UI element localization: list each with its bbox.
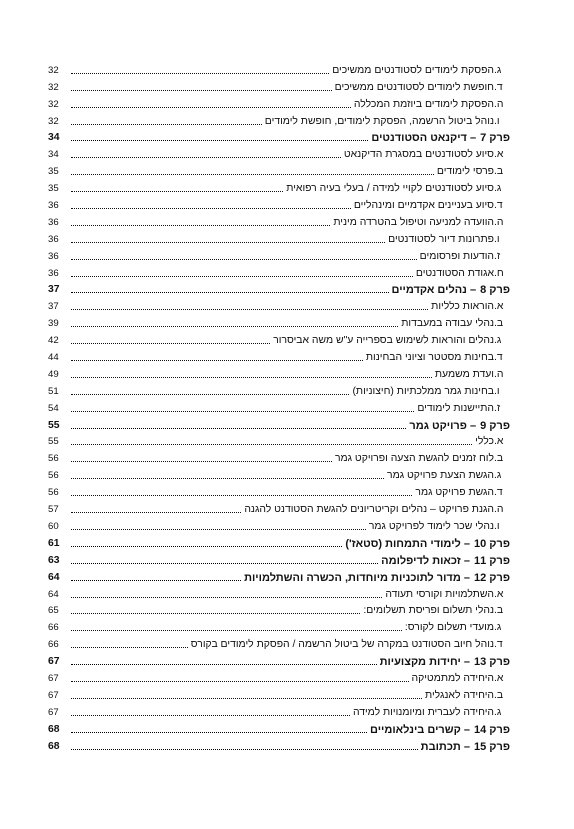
entry-letter: א.	[494, 672, 504, 684]
entry-letter: א.	[494, 149, 504, 161]
entry-letter: ה.	[494, 368, 504, 380]
toc-entry-row	[48, 364, 510, 381]
entry-letter: א.	[494, 436, 504, 448]
page-number: 36	[48, 267, 59, 279]
page-number: 34	[48, 132, 60, 144]
toc-entry-label	[350, 386, 510, 398]
toc-entry-label	[423, 690, 510, 702]
toc-entry-row	[48, 702, 510, 719]
dot-leader	[71, 360, 363, 361]
toc-entry-row	[48, 111, 510, 128]
chapter-number: פרק 14	[473, 723, 510, 736]
toc-entry-row	[48, 212, 510, 229]
toc-chapter-label	[407, 420, 510, 432]
entry-title: הפסקת לימודים ביוזמת המכללה	[353, 98, 494, 110]
entry-title: נהלי תשלום ופריסת תשלומים:	[363, 605, 494, 617]
dot-leader	[71, 681, 409, 682]
toc-chapter-row	[48, 415, 510, 432]
toc-entry-label	[473, 436, 510, 448]
toc-entry-row	[48, 668, 510, 685]
page-number: 54	[48, 402, 59, 414]
dot-leader	[71, 444, 472, 445]
toc-entry-row	[48, 144, 510, 161]
page-number: 68	[48, 723, 60, 735]
toc-entry-row	[48, 685, 510, 702]
dot-leader	[71, 613, 360, 614]
page-number: 36	[48, 250, 59, 262]
toc-entry-label	[418, 251, 510, 263]
chapter-title: – יחידות מקצועיות	[379, 656, 470, 669]
entry-letter: ג.	[494, 470, 502, 482]
page-number: 67	[48, 672, 59, 684]
toc-chapter-row	[48, 567, 510, 584]
toc-entry-label	[352, 200, 510, 212]
toc-chapter-row	[48, 128, 510, 145]
page-number: 65	[48, 605, 59, 617]
toc-entry-label	[330, 65, 510, 77]
dot-leader	[71, 647, 188, 648]
chapter-title: – תכתובת	[420, 740, 470, 753]
entry-title: סיוע בעניינים אקדמיים ומינהליים	[353, 200, 494, 212]
page-number: 49	[48, 368, 59, 380]
chapter-title: – קשרים בינלאומיים	[370, 723, 470, 736]
toc-chapter-label	[390, 284, 511, 296]
dot-leader	[71, 749, 418, 750]
entry-letter: ד.	[494, 200, 503, 212]
toc-entry-label	[364, 352, 510, 364]
chapter-title: – נהלים אקדמיים	[391, 284, 477, 297]
toc-chapter-row	[48, 719, 510, 736]
entry-title: התיישנות לימודים	[417, 402, 494, 414]
toc-entry-label	[284, 183, 510, 195]
toc-entry-row	[48, 77, 510, 94]
toc-chapter-label	[368, 724, 510, 736]
dot-leader	[71, 140, 368, 141]
toc-entry-row	[48, 499, 510, 516]
entry-title: פתרונות דיור לסטודנטים	[388, 233, 494, 245]
toc-entry-row	[48, 330, 510, 347]
entry-letter: ח.	[494, 267, 504, 279]
entry-letter: ה.	[494, 504, 504, 516]
dot-leader	[71, 225, 330, 226]
dot-leader	[71, 124, 262, 125]
toc-entry-row	[48, 229, 510, 246]
page-number: 56	[48, 470, 59, 482]
table-of-contents	[48, 60, 510, 753]
toc-entry-row	[48, 246, 510, 263]
entry-title: אגודת הסטודנטים	[415, 267, 494, 279]
dot-leader	[71, 732, 367, 733]
entry-letter: ד.	[494, 352, 503, 364]
page-number: 51	[48, 385, 59, 397]
dot-leader	[71, 73, 329, 74]
page-number: 36	[48, 233, 59, 245]
page-number: 67	[48, 706, 59, 718]
toc-chapter-row	[48, 533, 510, 550]
toc-entry-row	[48, 634, 510, 651]
toc-entry-row	[48, 448, 510, 465]
entry-title: הוועדה למניעה וטיפול בהטרדה מינית	[333, 216, 494, 228]
entry-letter: ג.	[494, 706, 502, 718]
toc-entry-label	[399, 318, 510, 330]
toc-entry-row	[48, 516, 510, 533]
entry-title: בחינות גמר ממלכתיות (חיצוניות)	[352, 385, 494, 397]
toc-entry-label	[403, 622, 510, 634]
entry-letter: ג.	[494, 622, 502, 634]
entry-letter: ד.	[494, 487, 503, 499]
toc-entry-row	[48, 584, 510, 601]
dot-leader	[71, 495, 412, 496]
page-number: 56	[48, 453, 59, 465]
entry-letter: ה.	[494, 98, 504, 110]
toc-entry-row	[48, 161, 510, 178]
toc-entry-label	[435, 166, 510, 178]
chapter-number: פרק 12	[473, 571, 510, 584]
entry-letter: ב.	[494, 318, 504, 330]
dot-leader	[71, 394, 349, 395]
entry-title: הפסקת לימודים לסטודנטים ממשיכים	[332, 64, 494, 76]
dot-leader	[71, 208, 351, 209]
entry-letter: ד.	[494, 639, 503, 651]
page-number: 39	[48, 318, 59, 330]
dot-leader	[71, 90, 332, 91]
toc-entry-label	[351, 707, 510, 719]
toc-entry-label	[414, 268, 510, 280]
entry-title: ועדת משמעת	[434, 368, 494, 380]
dot-leader	[71, 191, 283, 192]
entry-title: הוראות כלליות	[431, 301, 494, 313]
entry-title: הגנת פרויקט – נהלים וקריטריונים להגשת הסטודנט להגנה	[244, 504, 494, 516]
entry-title: סיוע לסטודנטים לקויי למידה / בעלי בעיה רפואית	[286, 183, 494, 195]
entry-title: נהלי עבודה במעבדות	[401, 318, 494, 330]
toc-entry-label	[367, 521, 510, 533]
toc-entry-row	[48, 601, 510, 618]
page-number: 60	[48, 520, 59, 532]
entry-title: הודעות ופרסומים	[419, 250, 494, 262]
dot-leader	[71, 292, 389, 293]
toc-entry-label	[263, 116, 510, 128]
entry-letter: ו.	[494, 115, 500, 127]
page-number: 57	[48, 504, 59, 516]
dot-leader	[71, 664, 377, 665]
dot-leader	[71, 377, 432, 378]
entry-title: הגשת פרויקט גמר	[415, 487, 494, 499]
entry-title: פרסי לימודים	[436, 166, 494, 178]
toc-entry-label	[331, 217, 510, 229]
page-number: 63	[48, 554, 60, 566]
page-number: 44	[48, 352, 59, 364]
entry-title: סיוע לסטודנטים במסגרת הדיקנאט	[343, 149, 494, 161]
entry-title: נוהל ביטול הרשמה, הפסקת לימודים, חופשת לימודים	[264, 115, 494, 127]
page-number: 35	[48, 166, 59, 178]
page-number: 32	[48, 64, 59, 76]
toc-entry-row	[48, 263, 510, 280]
dot-leader	[71, 259, 417, 260]
toc-entry-label	[433, 369, 510, 381]
entry-letter: ה.	[494, 216, 504, 228]
dot-leader	[71, 512, 241, 513]
page-number: 55	[48, 436, 59, 448]
toc-chapter-label	[419, 741, 510, 753]
entry-title: כללי	[475, 436, 494, 448]
entry-letter: ז.	[494, 402, 501, 414]
entry-title: הגשת הצעת פרויקט גמר	[387, 470, 494, 482]
dot-leader	[71, 478, 384, 479]
toc-entry-row	[48, 465, 510, 482]
page-number: 67	[48, 656, 60, 668]
entry-title: בחינות מסטטר וציוני הבחינות	[365, 352, 494, 364]
toc-entry-label	[333, 453, 510, 465]
page-number: 36	[48, 200, 59, 212]
entry-title: היחידה לאנגלית	[425, 689, 494, 701]
dot-leader	[71, 698, 422, 699]
toc-chapter-label	[369, 132, 510, 144]
chapter-number: פרק 10	[473, 537, 510, 550]
entry-title: היחידה לעברית ומיומנויות למידה	[352, 706, 494, 718]
toc-entry-label	[415, 403, 510, 415]
entry-letter: ג.	[494, 64, 502, 76]
dot-leader	[71, 546, 342, 547]
chapter-title: – מדור לתוכניות מיוחדות, הכשרה והשתלמויות	[244, 571, 470, 584]
toc-entry-row	[48, 381, 510, 398]
entry-title: היחידה למתמטיקה	[411, 672, 494, 684]
chapter-number: פרק 7	[480, 132, 510, 145]
page-number: 34	[48, 149, 59, 161]
dot-leader	[71, 580, 241, 581]
page-number: 64	[48, 588, 59, 600]
dot-leader	[71, 343, 270, 344]
page-number: 35	[48, 183, 59, 195]
toc-entry-row	[48, 347, 510, 364]
dot-leader	[71, 563, 378, 564]
entry-title: נהלי שכר לימוד לפרויקט גמר	[368, 520, 494, 532]
toc-entry-row	[48, 296, 510, 313]
entry-letter: ג.	[494, 183, 502, 195]
page-number: 56	[48, 487, 59, 499]
entry-title: חופשת לימודים לסטודנטים ממשיכים	[334, 81, 494, 93]
entry-title: נהלים והוראות לשימוש בספרייה ע"ש משה אביסרור	[273, 335, 494, 347]
toc-entry-label	[333, 82, 510, 94]
toc-chapter-row	[48, 550, 510, 567]
entry-letter: ו.	[494, 233, 500, 245]
page-number: 66	[48, 622, 59, 634]
entry-letter: ו.	[494, 520, 500, 532]
entry-letter: א.	[494, 588, 504, 600]
page-number: 32	[48, 115, 59, 127]
toc-chapter-label	[242, 572, 510, 584]
toc-entry-label	[383, 589, 510, 601]
page-number: 32	[48, 81, 59, 93]
dot-leader	[71, 715, 350, 716]
toc-entry-row	[48, 94, 510, 111]
chapter-title: – לימודי התמחות (סטאז')	[345, 537, 470, 550]
toc-entry-label	[386, 234, 510, 246]
entry-title: לוח זמנים להגשת הצעה ופרויקט גמר	[334, 453, 494, 465]
toc-entry-label	[189, 639, 510, 651]
dot-leader	[71, 276, 413, 277]
toc-chapter-row	[48, 651, 510, 668]
toc-entry-label	[271, 335, 510, 347]
toc-chapter-row	[48, 736, 510, 753]
toc-entry-label	[352, 99, 510, 111]
entry-letter: ב.	[494, 166, 504, 178]
toc-chapter-row	[48, 280, 510, 297]
dot-leader	[71, 597, 382, 598]
chapter-number: פרק 11	[473, 554, 510, 567]
page-number: 42	[48, 335, 59, 347]
dot-leader	[71, 529, 366, 530]
entry-letter: ג.	[494, 335, 502, 347]
toc-entry-label	[429, 301, 510, 313]
entry-letter: ד.	[494, 81, 503, 93]
toc-entry-label	[385, 470, 510, 482]
dot-leader	[71, 242, 385, 243]
entry-letter: ב.	[494, 453, 504, 465]
entry-letter: ב.	[494, 689, 504, 701]
toc-entry-row	[48, 617, 510, 634]
toc-chapter-label	[343, 538, 510, 550]
toc-entry-row	[48, 60, 510, 77]
toc-chapter-label	[378, 656, 510, 668]
toc-entry-label	[413, 487, 510, 499]
chapter-number: פרק 9	[480, 419, 510, 432]
dot-leader	[71, 174, 434, 175]
entry-letter: ז.	[494, 250, 501, 262]
toc-entry-label	[342, 149, 510, 161]
page-number: 36	[48, 216, 59, 228]
toc-entry-row	[48, 482, 510, 499]
page-number: 37	[48, 284, 60, 296]
dot-leader	[71, 428, 406, 429]
toc-entry-label	[242, 504, 510, 516]
page-number: 68	[48, 740, 60, 752]
toc-chapter-label	[379, 555, 510, 567]
page-number: 61	[48, 537, 60, 549]
dot-leader	[71, 630, 402, 631]
entry-title: מועדי תשלום לקורס:	[404, 622, 494, 634]
page-number: 64	[48, 571, 60, 583]
chapter-title: – זכאות לדיפלומה	[381, 554, 470, 567]
chapter-number: פרק 8	[480, 284, 510, 297]
toc-entry-row	[48, 178, 510, 195]
toc-entry-label	[361, 605, 510, 617]
page-number: 55	[48, 419, 60, 431]
chapter-title: – דיקנאט הסטודנטים	[371, 132, 477, 145]
entry-letter: ו.	[494, 385, 500, 397]
toc-entry-row	[48, 313, 510, 330]
toc-entry-label	[410, 673, 511, 685]
chapter-title: – פרויקט גמר	[409, 419, 477, 432]
entry-letter: א.	[494, 301, 504, 313]
dot-leader	[71, 411, 414, 412]
chapter-number: פרק 13	[473, 656, 510, 669]
dot-leader	[71, 309, 428, 310]
page-number: 32	[48, 98, 59, 110]
dot-leader	[71, 157, 341, 158]
toc-entry-row	[48, 398, 510, 415]
page-number: 66	[48, 639, 59, 651]
entry-title: נוהל חיוב הסטודנט במקרה של ביטול הרשמה / הפסקת לימודים בקורס	[190, 639, 494, 651]
dot-leader	[71, 107, 351, 108]
entry-title: השתלמויות וקורסי תעודה	[385, 588, 494, 600]
page-number: 67	[48, 689, 59, 701]
toc-entry-row	[48, 195, 510, 212]
chapter-number: פרק 15	[473, 740, 510, 753]
toc-entry-row	[48, 432, 510, 449]
dot-leader	[71, 326, 398, 327]
dot-leader	[71, 461, 332, 462]
entry-letter: ב.	[494, 605, 504, 617]
page-number: 37	[48, 301, 59, 313]
